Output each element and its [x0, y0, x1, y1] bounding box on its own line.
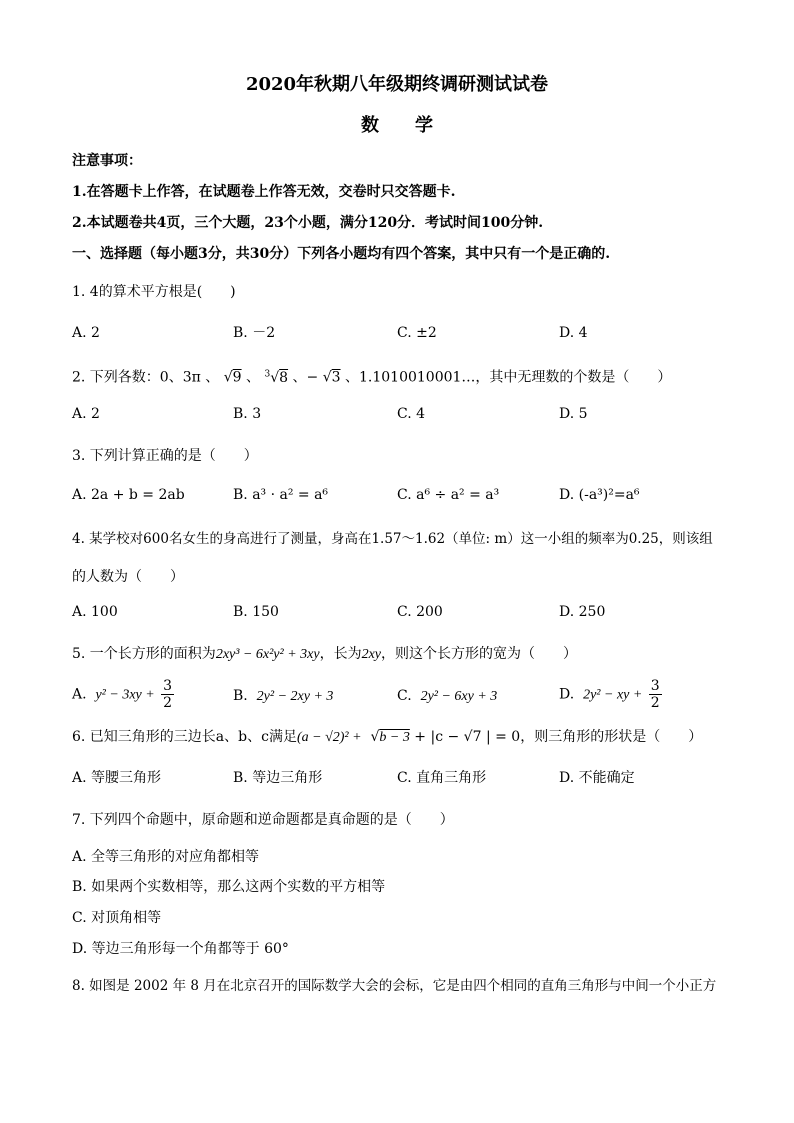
question-2-sep1: 、 [246, 369, 261, 386]
question-3-option-b: B. a³ · a² = a⁶ [233, 487, 329, 503]
question-2-stem-end: 、1.1010010001…，其中无理数的个数是（ ） [345, 369, 672, 386]
question-6-option-b: B. 等边三角形 [233, 770, 323, 786]
question-5-stem: 5. 一个长方形的面积为2xy³ − 6x²y² + 3xy，长为2xy，则这个长方形的宽为（ ） [72, 646, 578, 662]
question-7-option-b: B. 如果两个实数相等，那么这两个实数的平方相等 [72, 879, 386, 895]
question-2-stem [72, 364, 671, 388]
sqrt-3: √3 [322, 369, 341, 386]
question-2-option-c: C. 4 [397, 406, 426, 422]
question-1-stem: 1. 4的算术平方根是( ) [72, 284, 236, 300]
question-2-sep2: 、− [292, 369, 319, 386]
question-2-stem-start: 2. 下列各数：0、3π 、 [72, 369, 220, 386]
sqrt-9: √9 [223, 369, 242, 386]
question-5-option-b: B. 2y² − 2xy + 3 [233, 688, 334, 704]
question-1-option-a: A. 2 [72, 325, 100, 341]
sqrt-b-minus-3: b − 3 [379, 730, 410, 745]
condition-expression: (a − √2)² + [296, 730, 362, 745]
question-2-option-a: A. 2 [72, 406, 100, 422]
fraction-three-halves: $\frac{3}{2}$ [163, 678, 173, 711]
question-3-option-c: C. a⁶ ÷ a² = a³ [397, 487, 500, 503]
area-expression: 2xy³ − 6x²y² + 3xy [215, 647, 320, 662]
subject-title: 数学 [361, 115, 469, 136]
question-6-option-c: C. 直角三角形 [397, 770, 487, 786]
question-4-option-a: A. 100 [72, 604, 118, 620]
question-6-option-a: A. 等腰三角形 [72, 770, 162, 786]
exam-title: 2020年秋期八年级期终调研测试试卷 [245, 74, 549, 95]
question-8-stem: 8. 如图是 2002 年 8 月在北京召开的国际数学大会的会标，它是由四个相同的直角三角形与中间一个小正方 [72, 978, 717, 994]
length-expression: 2xy [361, 647, 382, 662]
question-7-option-d: D. 等边三角形每一个角都等于 60° [72, 941, 289, 957]
question-4-option-c: C. 200 [397, 604, 443, 620]
question-3-option-a: A. 2a + b = 2ab [72, 487, 185, 503]
question-4-option-d: D. 250 [559, 604, 606, 620]
question-3-stem: 3. 下列计算正确的是（ ） [72, 448, 258, 464]
question-2-option-b: B. 3 [233, 406, 262, 422]
question-5-option-c: C. 2y² − 6xy + 3 [397, 688, 498, 704]
question-1-option-c: C. ±2 [397, 325, 437, 341]
cbrt-8: $^3$√8 [264, 369, 289, 386]
question-4-option-b: B. 150 [233, 604, 279, 620]
question-1-option-d: D. 4 [559, 325, 588, 341]
question-7-option-a: A. 全等三角形的对应角都相等 [72, 849, 260, 865]
question-2-option-d: D. 5 [559, 406, 588, 422]
notes-heading: 注意事项： [72, 153, 142, 169]
question-6-option-d: D. 不能确定 [559, 770, 635, 786]
question-7-option-c: C. 对顶角相等 [72, 910, 162, 926]
question-6-stem: 6. 已知三角形的三边长a、b、c满足(a − √2)² + √b − 3 + |c − √7 | = 0，则三角形的形状是（ ） [72, 729, 703, 745]
question-7-stem: 7. 下列四个命题中，原命题和逆命题都是真命题的是（ ） [72, 812, 454, 828]
question-3-option-d: D. (-a³)²=a⁶ [559, 487, 640, 503]
note-item-1: 1.在答题卡上作答，在试题卷上作答无效，交卷时只交答题卡. [72, 184, 456, 200]
fraction-three-halves: $\frac{3}{2}$ [650, 678, 660, 711]
section-heading: 一、选择题（每小题3分，共30分）下列各小题均有四个答案，其中只有一个是正确的. [72, 246, 611, 262]
question-5-option-d: D. 2y² − xy + $\frac{3}{2}$ [559, 678, 660, 711]
question-4-stem-cont: 的人数为（ ） [72, 569, 184, 585]
note-item-2: 2.本试题卷共4页，三个大题，23个小题，满分120分．考试时间100分钟. [72, 215, 544, 231]
question-4-stem: 4. 某学校对600名女生的身高进行了测量，身高在1.57～1.62（单位: m）这一小组的频率为0.25，则该组 [72, 531, 713, 547]
question-1-option-b: B. －2 [233, 325, 276, 341]
question-5-option-a: A. y² − 3xy + $\frac{3}{2}$ [72, 678, 173, 711]
